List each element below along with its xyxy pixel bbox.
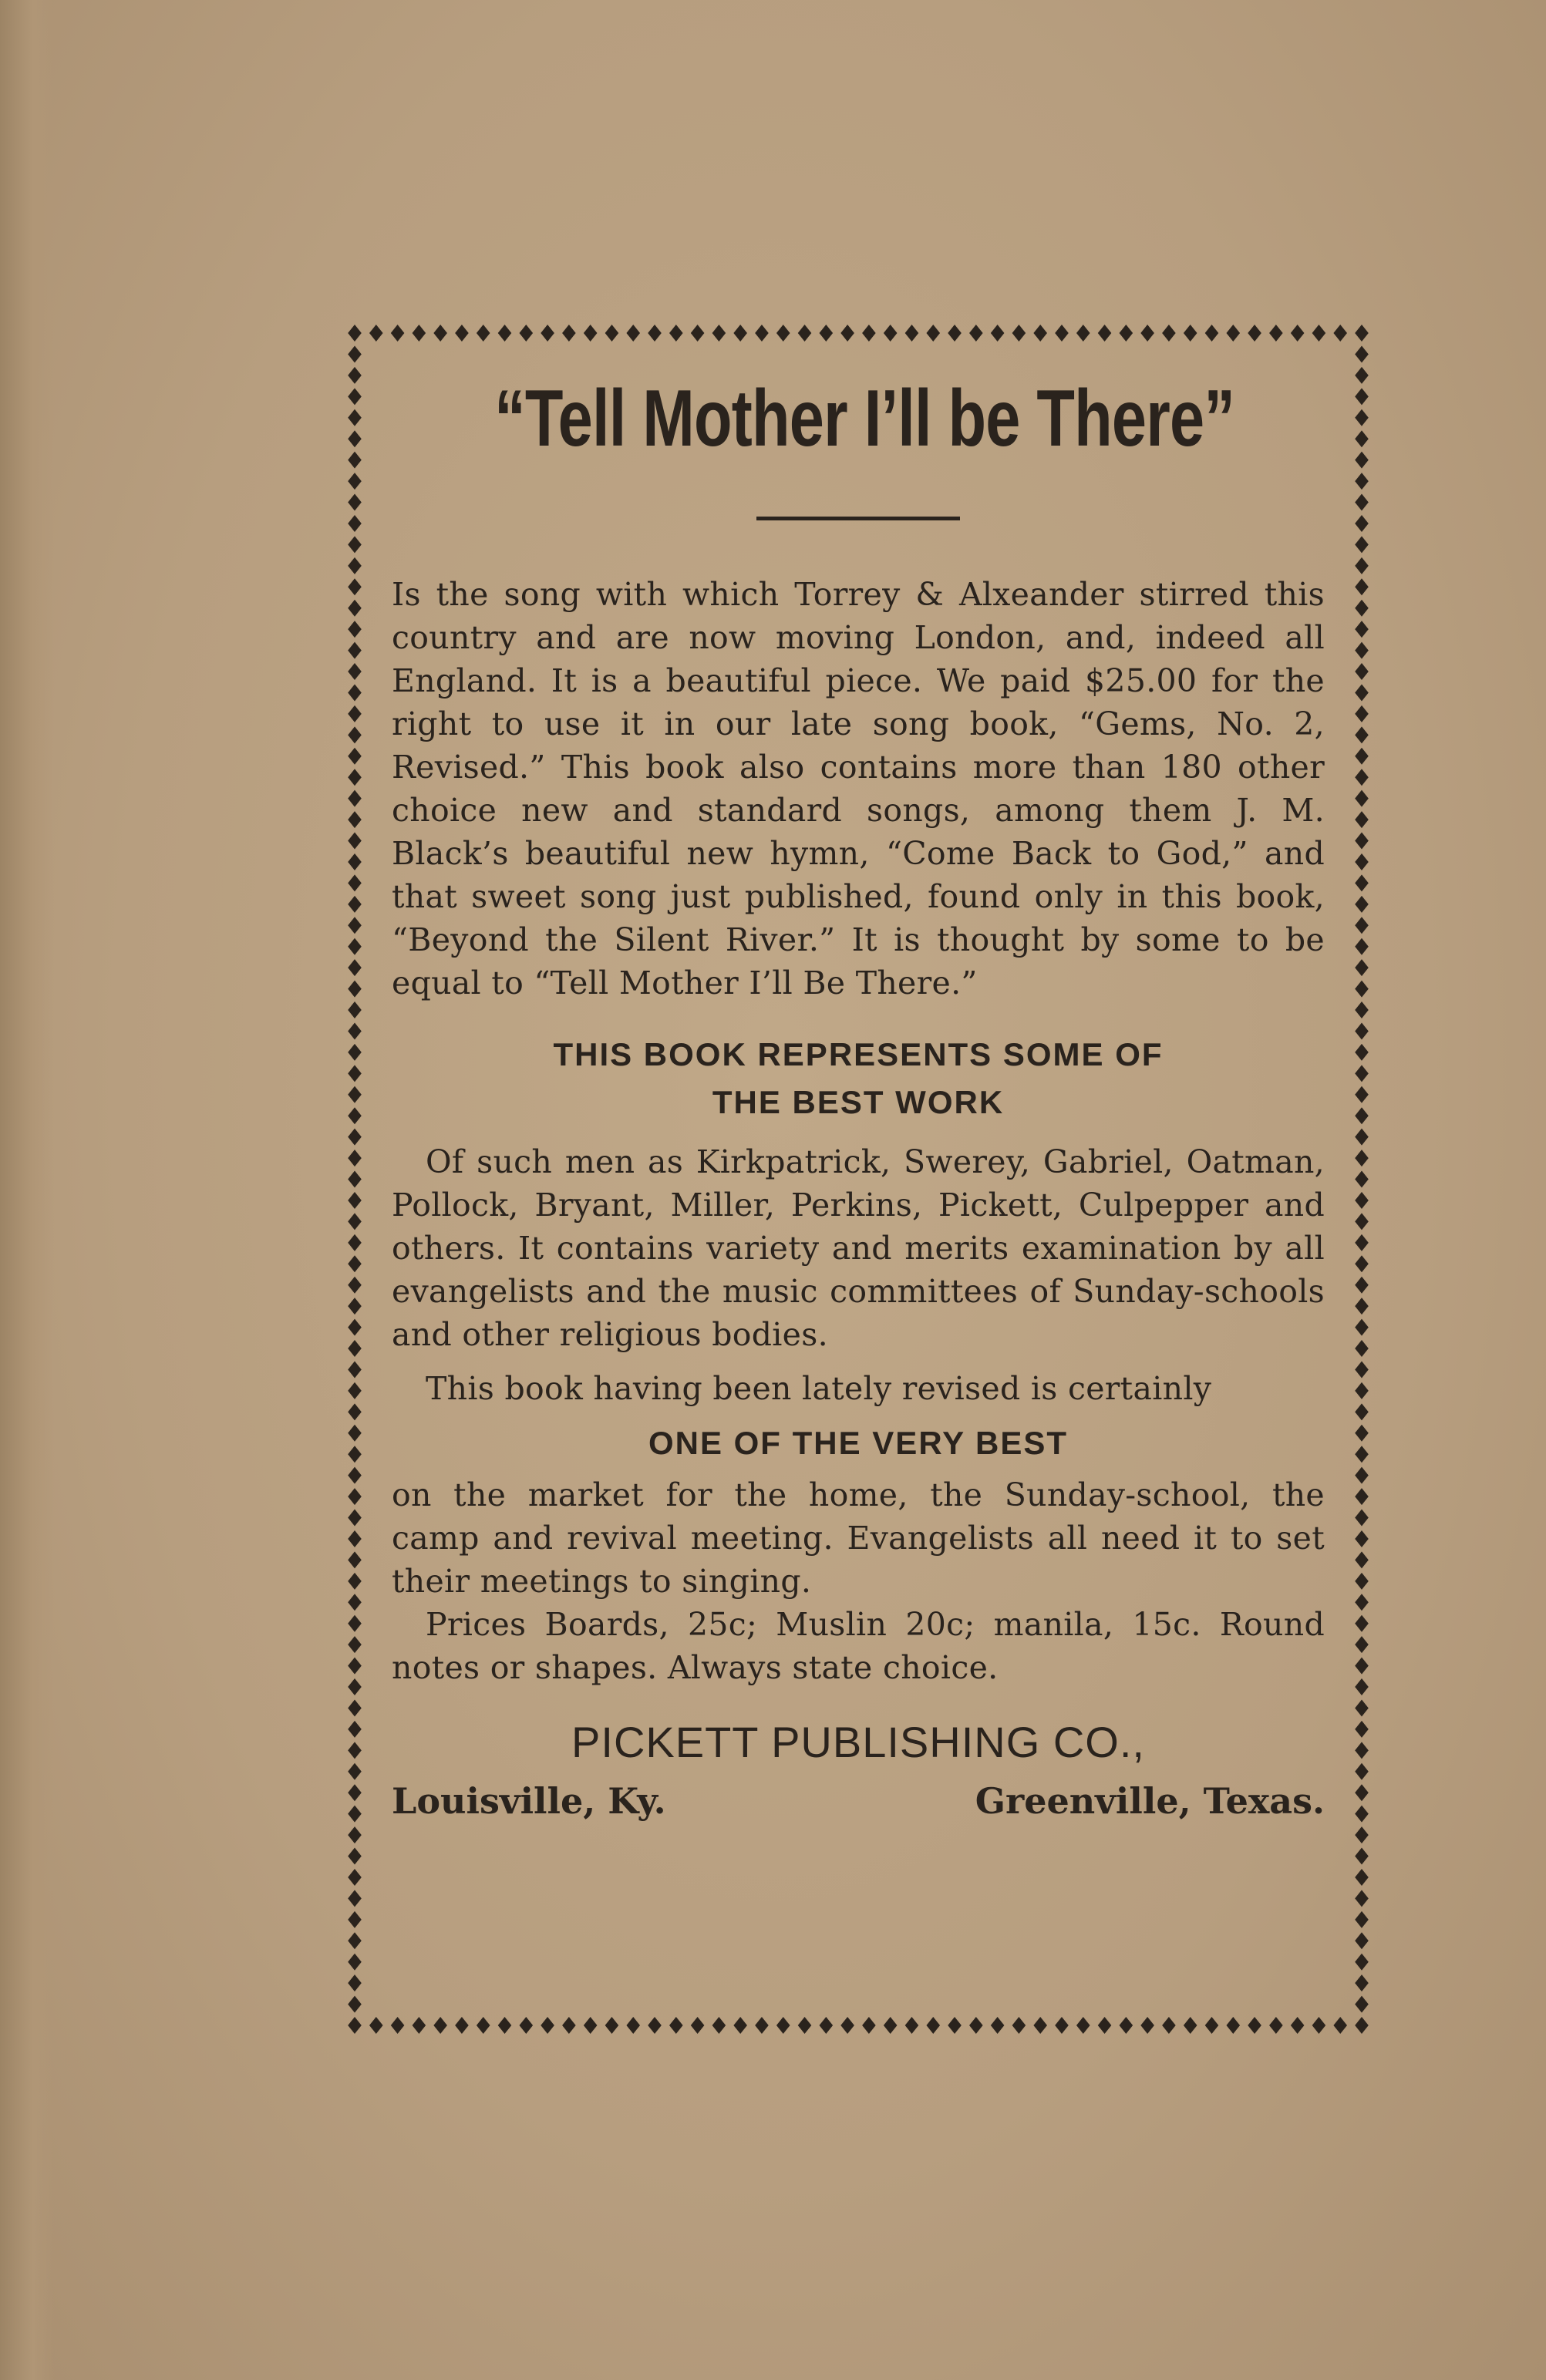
border-diamond-icon <box>1355 1742 1369 1759</box>
border-diamond-icon <box>1355 1996 1369 2013</box>
border-diamond-icon <box>1076 2017 1090 2034</box>
border-diamond-icon <box>348 811 362 828</box>
border-diamond-icon <box>1312 2017 1326 2034</box>
border-diamond-icon <box>1355 621 1369 638</box>
border-diamond-icon <box>1355 536 1369 553</box>
border-diamond-icon <box>348 1678 362 1695</box>
border-diamond-icon <box>391 2017 405 2034</box>
border-diamond-icon <box>1355 494 1369 511</box>
border-diamond-icon <box>562 2017 576 2034</box>
border-diamond-icon <box>433 2017 447 2034</box>
border-diamond-icon <box>348 515 362 532</box>
border-diamond-icon <box>348 1425 362 1442</box>
border-diamond-icon <box>755 2017 769 2034</box>
border-diamond-icon <box>1076 325 1090 342</box>
border-diamond-icon <box>1033 2017 1047 2034</box>
border-diamond-icon <box>1355 1848 1369 1865</box>
border-diamond-icon <box>969 2017 983 2034</box>
border-diamond-icon <box>348 1742 362 1759</box>
border-diamond-icon <box>348 1573 362 1590</box>
border-diamond-icon <box>840 2017 854 2034</box>
border-diamond-icon <box>1355 600 1369 617</box>
border-diamond-icon <box>1355 1721 1369 1738</box>
border-diamond-icon <box>348 1319 362 1336</box>
border-diamond-icon <box>348 1298 362 1315</box>
border-diamond-icon <box>348 494 362 511</box>
border-diamond-icon <box>348 1954 362 1971</box>
border-diamond-icon <box>820 325 834 342</box>
border-diamond-icon <box>1355 1277 1369 1294</box>
border-diamond-icon <box>1355 896 1369 913</box>
border-diamond-icon <box>948 2017 962 2034</box>
border-diamond-icon <box>1355 1298 1369 1315</box>
border-diamond-icon <box>348 1213 362 1230</box>
border-diamond-icon <box>348 409 362 426</box>
border-diamond-icon <box>1355 790 1369 807</box>
border-diamond-icon <box>1012 2017 1026 2034</box>
border-diamond-icon <box>798 2017 812 2034</box>
border-diamond-icon <box>1355 2017 1369 2034</box>
border-diamond-icon <box>1205 325 1219 342</box>
border-diamond-icon <box>477 2017 490 2034</box>
title-rule <box>756 517 960 520</box>
border-diamond-icon <box>348 726 362 743</box>
border-diamond-icon <box>991 325 1005 342</box>
border-diamond-icon <box>712 325 726 342</box>
border-diamond-icon <box>541 325 554 342</box>
border-diamond-icon <box>348 1530 362 1547</box>
border-diamond-icon <box>1355 1932 1369 1949</box>
border-diamond-icon <box>1355 388 1369 405</box>
border-diamond-icon <box>926 325 940 342</box>
border-diamond-icon <box>1355 430 1369 447</box>
border-diamond-icon <box>1162 325 1176 342</box>
border-diamond-icon <box>1355 1806 1369 1823</box>
border-diamond-icon <box>1248 2017 1261 2034</box>
border-diamond-icon <box>348 1192 362 1209</box>
border-diamond-icon <box>348 1150 362 1166</box>
border-diamond-icon <box>433 325 447 342</box>
border-diamond-icon <box>369 325 383 342</box>
border-diamond-icon <box>1184 2017 1197 2034</box>
border-diamond-icon <box>691 2017 705 2034</box>
border-diamond-icon <box>1355 1530 1369 1547</box>
border-diamond-icon <box>1269 325 1283 342</box>
border-diamond-icon <box>1355 1150 1369 1166</box>
border-diamond-icon <box>348 1890 362 1907</box>
border-diamond-icon <box>348 1001 362 1018</box>
border-diamond-icon <box>348 1171 362 1188</box>
border-diamond-icon <box>348 917 362 934</box>
border-diamond-icon <box>455 2017 469 2034</box>
border-diamond-icon <box>1355 959 1369 976</box>
border-diamond-icon <box>1355 1467 1369 1484</box>
border-diamond-icon <box>348 1848 362 1865</box>
border-diamond-icon <box>1012 325 1026 342</box>
border-diamond-icon <box>1355 1446 1369 1463</box>
border-diamond-icon <box>348 663 362 680</box>
border-diamond-icon <box>1312 325 1326 342</box>
border-diamond-icon <box>1355 1403 1369 1420</box>
border-diamond-icon <box>1355 769 1369 786</box>
border-diamond-icon <box>1355 1065 1369 1082</box>
border-diamond-icon <box>348 1510 362 1527</box>
border-diamond-icon <box>648 2017 662 2034</box>
border-diamond-icon <box>498 2017 512 2034</box>
border-diamond-icon <box>1205 2017 1219 2034</box>
border-diamond-icon <box>1355 1699 1369 1716</box>
section-heading-best-work-line1: THIS BOOK REPRESENTS SOME OF <box>553 1036 1164 1072</box>
border-diamond-icon <box>1355 1911 1369 1928</box>
border-diamond-icon <box>1355 1678 1369 1695</box>
border-diamond-icon <box>1120 2017 1133 2034</box>
border-diamond-icon <box>348 600 362 617</box>
border-diamond-icon <box>1355 1086 1369 1103</box>
border-diamond-icon <box>1355 1974 1369 1991</box>
border-diamond-icon <box>1355 1340 1369 1357</box>
border-diamond-icon <box>1355 1636 1369 1653</box>
border-diamond-icon <box>605 325 619 342</box>
border-diamond-icon <box>348 1594 362 1611</box>
advertisement-content <box>392 369 1325 1826</box>
border-diamond-icon <box>1355 409 1369 426</box>
border-diamond-icon <box>605 2017 619 2034</box>
border-diamond-icon <box>348 684 362 701</box>
border-diamond-icon <box>348 705 362 722</box>
border-diamond-icon <box>348 1763 362 1780</box>
border-diamond-icon <box>1355 705 1369 722</box>
border-diamond-icon <box>1355 1615 1369 1632</box>
border-diamond-icon <box>348 1044 362 1061</box>
border-diamond-icon <box>369 2017 383 2034</box>
border-diamond-icon <box>348 1996 362 2013</box>
border-diamond-icon <box>348 452 362 469</box>
border-diamond-icon <box>348 367 362 384</box>
border-diamond-icon <box>905 325 919 342</box>
advert-title: “Tell Mother I’ll be There” <box>494 374 1235 463</box>
border-diamond-icon <box>348 981 362 998</box>
border-diamond-icon <box>348 769 362 786</box>
border-diamond-icon <box>1098 325 1112 342</box>
border-diamond-icon <box>1355 938 1369 955</box>
border-diamond-icon <box>348 874 362 891</box>
section-heading-best-work-line2: THE BEST WORK <box>712 1084 1005 1120</box>
border-diamond-icon <box>348 1658 362 1675</box>
border-diamond-icon <box>1355 1171 1369 1188</box>
border-diamond-icon <box>1355 325 1369 342</box>
border-diamond-icon <box>1355 684 1369 701</box>
border-diamond-icon <box>991 2017 1005 2034</box>
border-diamond-icon <box>348 578 362 595</box>
border-diamond-icon <box>1355 1594 1369 1611</box>
border-diamond-icon <box>712 2017 726 2034</box>
border-diamond-icon <box>348 1551 362 1568</box>
border-diamond-icon <box>348 1086 362 1103</box>
border-diamond-icon <box>348 1932 362 1949</box>
border-diamond-icon <box>1355 1890 1369 1907</box>
publisher-name: PICKETT PUBLISHING CO., <box>571 1718 1145 1766</box>
border-diamond-icon <box>1355 1954 1369 1971</box>
border-diamond-icon <box>691 325 705 342</box>
border-diamond-icon <box>348 621 362 638</box>
border-diamond-icon <box>348 1615 362 1632</box>
border-diamond-icon <box>1355 1826 1369 1843</box>
border-diamond-icon <box>969 325 983 342</box>
border-diamond-icon <box>519 325 533 342</box>
border-diamond-icon <box>1355 1573 1369 1590</box>
border-diamond-icon <box>862 2017 876 2034</box>
border-diamond-icon <box>348 1467 362 1484</box>
border-diamond-icon <box>1355 853 1369 870</box>
border-diamond-icon <box>1355 1001 1369 1018</box>
border-diamond-icon <box>348 853 362 870</box>
city-greenville: Greenville, Texas. <box>975 1780 1325 1822</box>
border-diamond-icon <box>413 2017 426 2034</box>
border-diamond-icon <box>1355 811 1369 828</box>
border-diamond-icon <box>1355 833 1369 850</box>
border-diamond-icon <box>348 1255 362 1272</box>
border-diamond-icon <box>348 790 362 807</box>
border-diamond-icon <box>348 557 362 574</box>
border-diamond-icon <box>1355 452 1369 469</box>
border-diamond-icon <box>626 325 640 342</box>
border-diamond-icon <box>498 325 512 342</box>
border-diamond-icon <box>798 325 812 342</box>
border-diamond-icon <box>348 1129 362 1146</box>
border-diamond-icon <box>348 1974 362 1991</box>
border-diamond-icon <box>348 325 362 342</box>
border-diamond-icon <box>348 1721 362 1738</box>
border-diamond-icon <box>1055 2017 1069 2034</box>
border-diamond-icon <box>348 833 362 850</box>
border-diamond-icon <box>1355 1129 1369 1146</box>
border-diamond-icon <box>1355 1213 1369 1230</box>
border-diamond-icon <box>862 325 876 342</box>
border-diamond-icon <box>348 1488 362 1505</box>
border-diamond-icon <box>519 2017 533 2034</box>
border-diamond-icon <box>413 325 426 342</box>
border-diamond-icon <box>1355 473 1369 490</box>
border-diamond-icon <box>348 1911 362 1928</box>
border-diamond-icon <box>1355 1361 1369 1378</box>
border-diamond-icon <box>1355 1425 1369 1442</box>
border-diamond-icon <box>348 430 362 447</box>
border-diamond-icon <box>348 1869 362 1886</box>
border-diamond-icon <box>1355 1551 1369 1568</box>
border-diamond-icon <box>455 325 469 342</box>
border-diamond-icon <box>626 2017 640 2034</box>
border-diamond-icon <box>733 325 747 342</box>
border-diamond-icon <box>1355 1658 1369 1675</box>
border-diamond-icon <box>905 2017 919 2034</box>
border-diamond-icon <box>1248 325 1261 342</box>
border-diamond-icon <box>884 325 898 342</box>
border-diamond-icon <box>348 1361 362 1378</box>
prices-paragraph: Prices Boards, 25c; Muslin 20c; manila, 15c. Round notes or shapes. Always state choice. <box>392 1606 1325 1686</box>
border-diamond-icon <box>1355 917 1369 934</box>
border-diamond-icon <box>776 325 790 342</box>
border-diamond-icon <box>1355 578 1369 595</box>
border-diamond-icon <box>1355 642 1369 659</box>
section-heading-very-best: ONE OF THE VERY BEST <box>648 1425 1069 1461</box>
border-diamond-icon <box>1333 2017 1347 2034</box>
border-diamond-icon <box>348 345 362 362</box>
border-diamond-icon <box>477 325 490 342</box>
border-diamond-icon <box>1355 748 1369 765</box>
border-diamond-icon <box>1355 557 1369 574</box>
border-diamond-icon <box>1355 1382 1369 1399</box>
border-diamond-icon <box>348 1022 362 1039</box>
border-diamond-icon <box>884 2017 898 2034</box>
border-diamond-icon <box>348 1065 362 1082</box>
border-diamond-icon <box>1033 325 1047 342</box>
border-diamond-icon <box>1226 2017 1240 2034</box>
border-diamond-icon <box>1120 325 1133 342</box>
border-diamond-icon <box>1355 1488 1369 1505</box>
border-diamond-icon <box>348 1277 362 1294</box>
border-diamond-icon <box>348 2017 362 2034</box>
border-diamond-icon <box>1140 2017 1154 2034</box>
border-diamond-icon <box>348 896 362 913</box>
border-diamond-icon <box>1355 1022 1369 1039</box>
border-diamond-icon <box>348 748 362 765</box>
city-louisville: Louisville, Ky. <box>392 1780 666 1822</box>
border-diamond-icon <box>348 1382 362 1399</box>
border-diamond-icon <box>348 473 362 490</box>
intro-paragraph: Is the song with which Torrey & Alxeander stirred this country and are now moving London, and, indeed all England. It is a beautiful piece. We paid $25.00 for the right to use it in our late song book, “Gems, No. 2, Revised.” This book also contains more than 180 other choice new and standard songs, among them J. M. Black’s beautiful new hymn, “Come Back to God,” and that sweet song just published, found only in this book, “Beyond the Silent River.” It is thought by some to be equal to “Tell Mother I’ll Be There.” <box>392 576 1325 1001</box>
border-diamond-icon <box>1055 325 1069 342</box>
border-diamond-icon <box>1355 1044 1369 1061</box>
border-diamond-icon <box>348 1806 362 1823</box>
border-diamond-icon <box>1291 325 1305 342</box>
border-diamond-icon <box>1355 367 1369 384</box>
border-diamond-icon <box>840 325 854 342</box>
border-diamond-icon <box>820 2017 834 2034</box>
border-diamond-icon <box>348 1403 362 1420</box>
border-diamond-icon <box>669 325 683 342</box>
page-edge-shadow <box>0 0 54 2380</box>
market-paragraph: on the market for the home, the Sunday-school, the camp and revival meeting. Evangelists all need it to set their meetings to singing. <box>392 1476 1325 1600</box>
border-diamond-icon <box>1226 325 1240 342</box>
border-diamond-icon <box>1355 515 1369 532</box>
border-diamond-icon <box>584 325 598 342</box>
border-diamond-icon <box>1355 726 1369 743</box>
border-diamond-icon <box>1355 1192 1369 1209</box>
border-diamond-icon <box>1355 1107 1369 1124</box>
border-diamond-icon <box>1355 1763 1369 1780</box>
border-diamond-icon <box>541 2017 554 2034</box>
border-diamond-icon <box>348 536 362 553</box>
border-diamond-icon <box>1291 2017 1305 2034</box>
border-diamond-icon <box>755 325 769 342</box>
publisher-locations <box>392 1776 1325 1826</box>
border-diamond-icon <box>1355 874 1369 891</box>
border-diamond-icon <box>1355 1255 1369 1272</box>
border-diamond-icon <box>1184 325 1197 342</box>
border-diamond-icon <box>348 1699 362 1716</box>
border-diamond-icon <box>1269 2017 1283 2034</box>
border-diamond-icon <box>669 2017 683 2034</box>
border-diamond-icon <box>348 388 362 405</box>
composers-paragraph: Of such men as Kirkpatrick, Swerey, Gabriel, Oatman, Pollock, Bryant, Miller, Perkins, Pickett, Culpepper and others. It contains variety and merits examination by all evangelists and the music committees of Sunday-schools and other religious bodies. <box>392 1143 1325 1353</box>
border-diamond-icon <box>1355 1510 1369 1527</box>
border-diamond-icon <box>348 959 362 976</box>
border-diamond-icon <box>776 2017 790 2034</box>
border-diamond-icon <box>348 1234 362 1251</box>
border-diamond-icon <box>1162 2017 1176 2034</box>
border-diamond-icon <box>1355 345 1369 362</box>
advertisement-frame <box>344 322 1373 2036</box>
border-diamond-icon <box>1140 325 1154 342</box>
border-diamond-icon <box>391 325 405 342</box>
border-diamond-icon <box>348 938 362 955</box>
border-diamond-icon <box>1355 1784 1369 1801</box>
border-diamond-icon <box>348 642 362 659</box>
border-diamond-icon <box>1355 1319 1369 1336</box>
border-diamond-icon <box>584 2017 598 2034</box>
border-diamond-icon <box>348 1784 362 1801</box>
border-diamond-icon <box>348 1636 362 1653</box>
border-diamond-icon <box>1355 981 1369 998</box>
border-diamond-icon <box>1098 2017 1112 2034</box>
border-diamond-icon <box>1355 663 1369 680</box>
border-diamond-icon <box>348 1446 362 1463</box>
border-diamond-icon <box>948 325 962 342</box>
border-diamond-icon <box>348 1340 362 1357</box>
border-diamond-icon <box>648 325 662 342</box>
border-diamond-icon <box>348 1107 362 1124</box>
revised-paragraph: This book having been lately revised is certainly <box>426 1370 1212 1407</box>
border-diamond-icon <box>926 2017 940 2034</box>
border-diamond-icon <box>733 2017 747 2034</box>
border-diamond-icon <box>562 325 576 342</box>
border-diamond-icon <box>1333 325 1347 342</box>
border-diamond-icon <box>348 1826 362 1843</box>
border-diamond-icon <box>1355 1234 1369 1251</box>
border-diamond-icon <box>1355 1869 1369 1886</box>
